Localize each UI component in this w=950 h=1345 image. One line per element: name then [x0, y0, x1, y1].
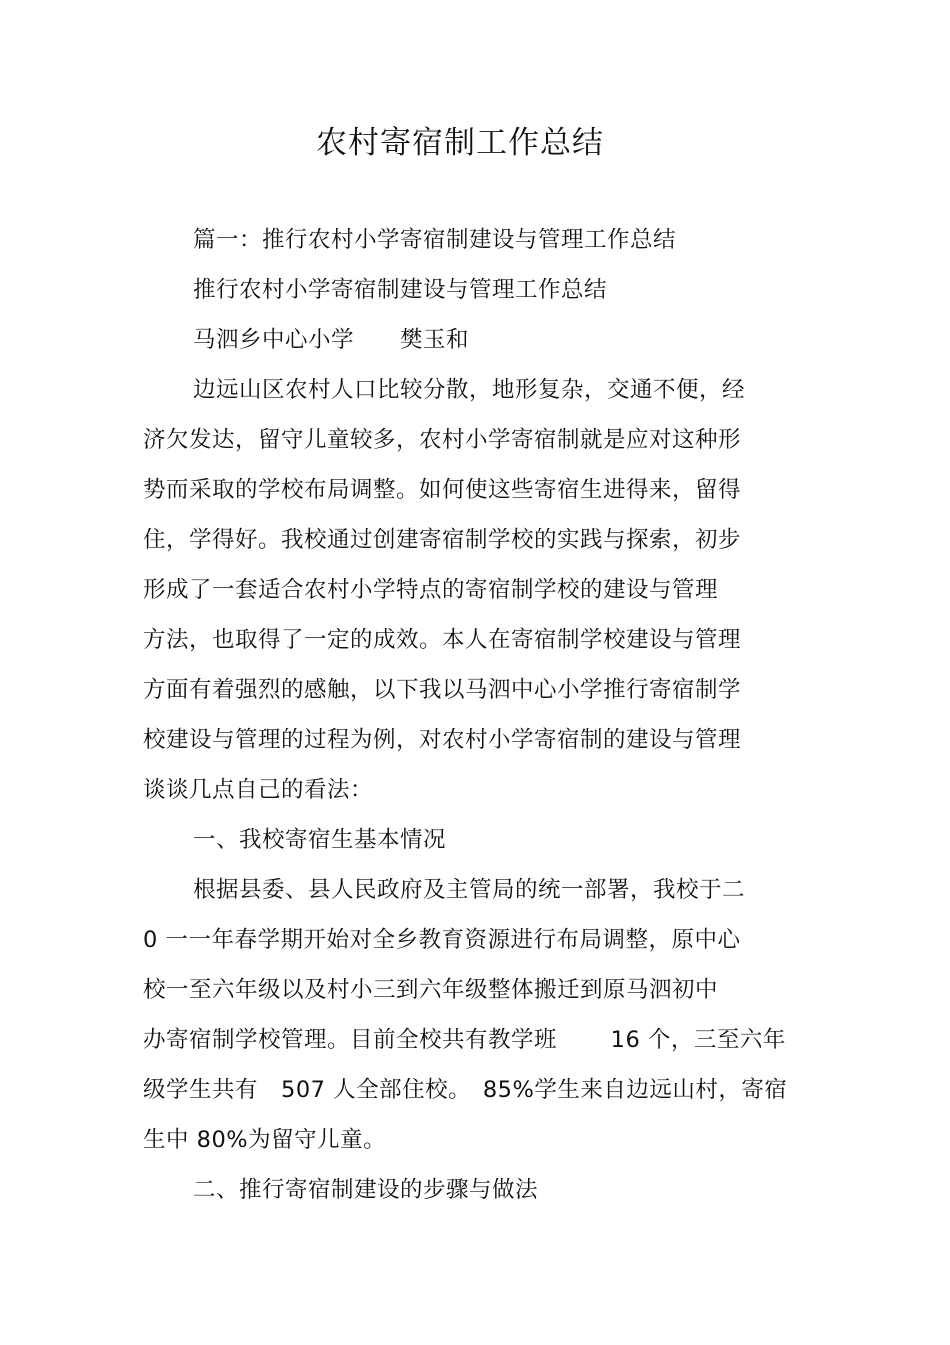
paragraph-line: 生中 80%为留守儿童。	[143, 1127, 387, 1153]
paragraph-line: 边远山区农村人口比较分散，地形复杂，交通不便，经	[193, 377, 746, 403]
paragraph-line: 校建设与管理的过程为例，对农村小学寄宿制的建设与管理	[143, 727, 742, 753]
paragraph-line: 办寄宿制学校管理。目前全校共有教学班 16 个，三至六年	[143, 1027, 786, 1053]
paragraph-line: 势而采取的学校布局调整。如何使这些寄宿生进得来，留得	[143, 477, 742, 503]
paragraph-line: 级学生共有 507 人全部住校。 85%学生来自边远山村，寄宿	[143, 1077, 788, 1103]
subsection-heading: 二、推行寄宿制建设的步骤与做法	[193, 1177, 539, 1203]
author-line: 马泗乡中心小学 樊玉和	[193, 327, 470, 353]
article-title: 推行农村小学寄宿制建设与管理工作总结	[193, 277, 608, 303]
document-title: 农村寄宿制工作总结	[316, 125, 604, 161]
subsection-heading: 一、我校寄宿生基本情况	[193, 827, 447, 853]
paragraph-line: 校一至六年级以及村小三到六年级整体搬迁到原马泗初中	[143, 977, 719, 1003]
paragraph-line: 济欠发达，留守儿童较多，农村小学寄宿制就是应对这种形	[143, 427, 742, 453]
paragraph-line: 形成了一套适合农村小学特点的寄宿制学校的建设与管理	[143, 577, 719, 603]
paragraph-line: 0 一一年春学期开始对全乡教育资源进行布局调整，原中心	[143, 927, 741, 953]
paragraph-line: 方法，也取得了一定的成效。本人在寄宿制学校建设与管理	[143, 627, 742, 653]
paragraph-line: 根据县委、县人民政府及主管局的统一部署，我校于二	[193, 877, 746, 903]
paragraph-line: 住，学得好。我校通过创建寄宿制学校的实践与探索，初步	[143, 527, 742, 553]
paragraph-line: 方面有着强烈的感触，以下我以马泗中心小学推行寄宿制学	[143, 677, 742, 703]
section-heading: 篇一：推行农村小学寄宿制建设与管理工作总结	[193, 227, 677, 253]
paragraph-line: 谈谈几点自己的看法：	[143, 777, 374, 803]
